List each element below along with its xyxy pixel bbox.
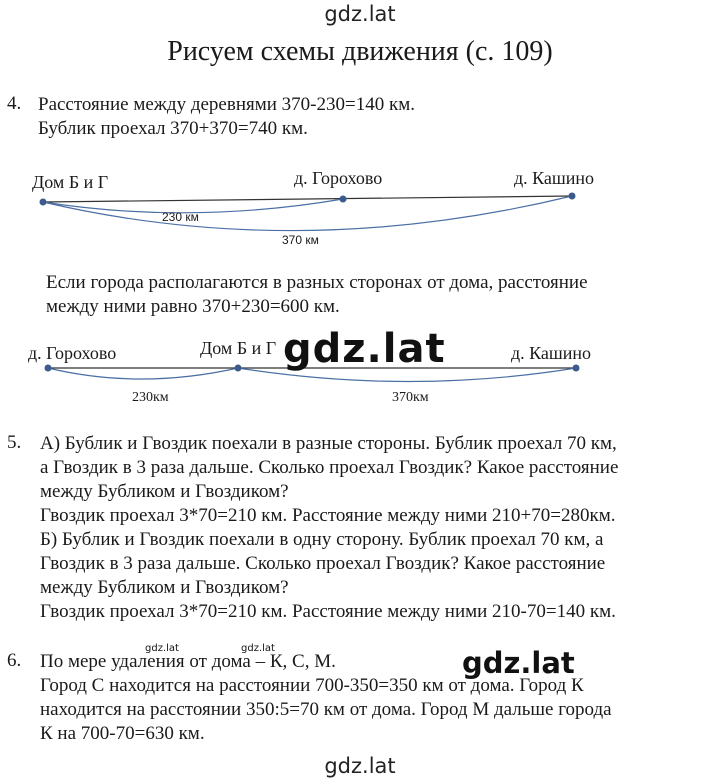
task-6-line-1: По мере удаления от дома – К, С, М. [40, 651, 336, 672]
task-4-number: 4. [7, 93, 22, 114]
diagram-2-arc-230 [48, 368, 238, 379]
diagram-1-label-kashino: д. Кашино [514, 168, 595, 188]
task-5-line-2: а Гвоздик в 3 раза дальше. Сколько проехал Гвоздик? Какое расстояние [40, 457, 619, 478]
diagram-2-label-home: Дом Б и Г [200, 338, 277, 358]
diagram-2-point-home [235, 365, 242, 372]
task-4-paragraph-line-1: Если города располагаются в разных сторонах от дома, расстояние [46, 272, 588, 293]
diagram-2-point-gorohovo [45, 365, 52, 372]
task-6-line-2: Город С находится на расстоянии 700-350=350 км от дома. Город К [40, 675, 584, 696]
diagram-1-label-home: Дом Б и Г [32, 172, 109, 192]
diagram-1-distance-370: 370 км [282, 233, 319, 247]
watermark-tiny-1: gdz.lat [145, 643, 179, 654]
watermark-top: gdz.lat [324, 2, 396, 26]
task-5-line-3: между Бубликом и Гвоздиком? [40, 481, 289, 502]
diagram-1-distance-230: 230 км [162, 210, 199, 224]
task-5-line-4: Гвоздик проехал 3*70=210 км. Расстояние между ними 210+70=280км. [40, 505, 616, 526]
page-title: Рисуем схемы движения (с. 109) [167, 36, 553, 67]
diagram-1-point-home [40, 199, 47, 206]
diagram-2-point-kashino [573, 365, 580, 372]
diagram-1-label-gorohovo: д. Горохово [294, 168, 383, 188]
task-5-line-6: Гвоздик в 3 раза дальше. Сколько проехал Гвоздик? Какое расстояние [40, 553, 606, 574]
diagram-1-point-kashino [569, 193, 576, 200]
task-5-line-1: А) Бублик и Гвоздик поехали в разные стороны. Бублик проехал 70 км, [40, 433, 617, 454]
watermark-center: gdz.lat [283, 326, 446, 372]
diagram-2-distance-370: 370км [392, 390, 429, 405]
diagram-2-label-kashino: д. Кашино [511, 343, 592, 363]
diagram-1-main-line [43, 196, 572, 202]
task-6-line-4: К на 700-70=630 км. [40, 723, 205, 744]
task-5-number: 5. [7, 432, 22, 453]
task-4-line-1: Расстояние между деревнями 370-230=140 км. [38, 94, 415, 115]
watermark-bottom: gdz.lat [324, 754, 396, 778]
task-6-number: 6. [7, 650, 22, 671]
task-5-line-8: Гвоздик проехал 3*70=210 км. Расстояние между ними 210-70=140 км. [40, 601, 616, 622]
task-5-line-7: между Бубликом и Гвоздиком? [40, 577, 289, 598]
task-6-line-3: находится на расстоянии 350:5=70 км от дома. Город М дальше города [40, 699, 612, 720]
task-5-line-5: Б) Бублик и Гвоздик поехали в одну сторону. Бублик проехал 70 км, а [40, 529, 604, 550]
diagram-2-distance-230: 230км [132, 390, 169, 405]
task-4-line-2: Бублик проехал 370+370=740 км. [38, 118, 308, 139]
watermark-right: gdz.lat [462, 646, 575, 680]
diagram-1-point-gorohovo [340, 196, 347, 203]
watermark-tiny-2: gdz.lat [241, 643, 275, 654]
diagram-2-label-gorohovo: д. Горохово [28, 343, 117, 363]
task-4-paragraph-line-2: между ними равно 370+230=600 км. [46, 296, 340, 317]
